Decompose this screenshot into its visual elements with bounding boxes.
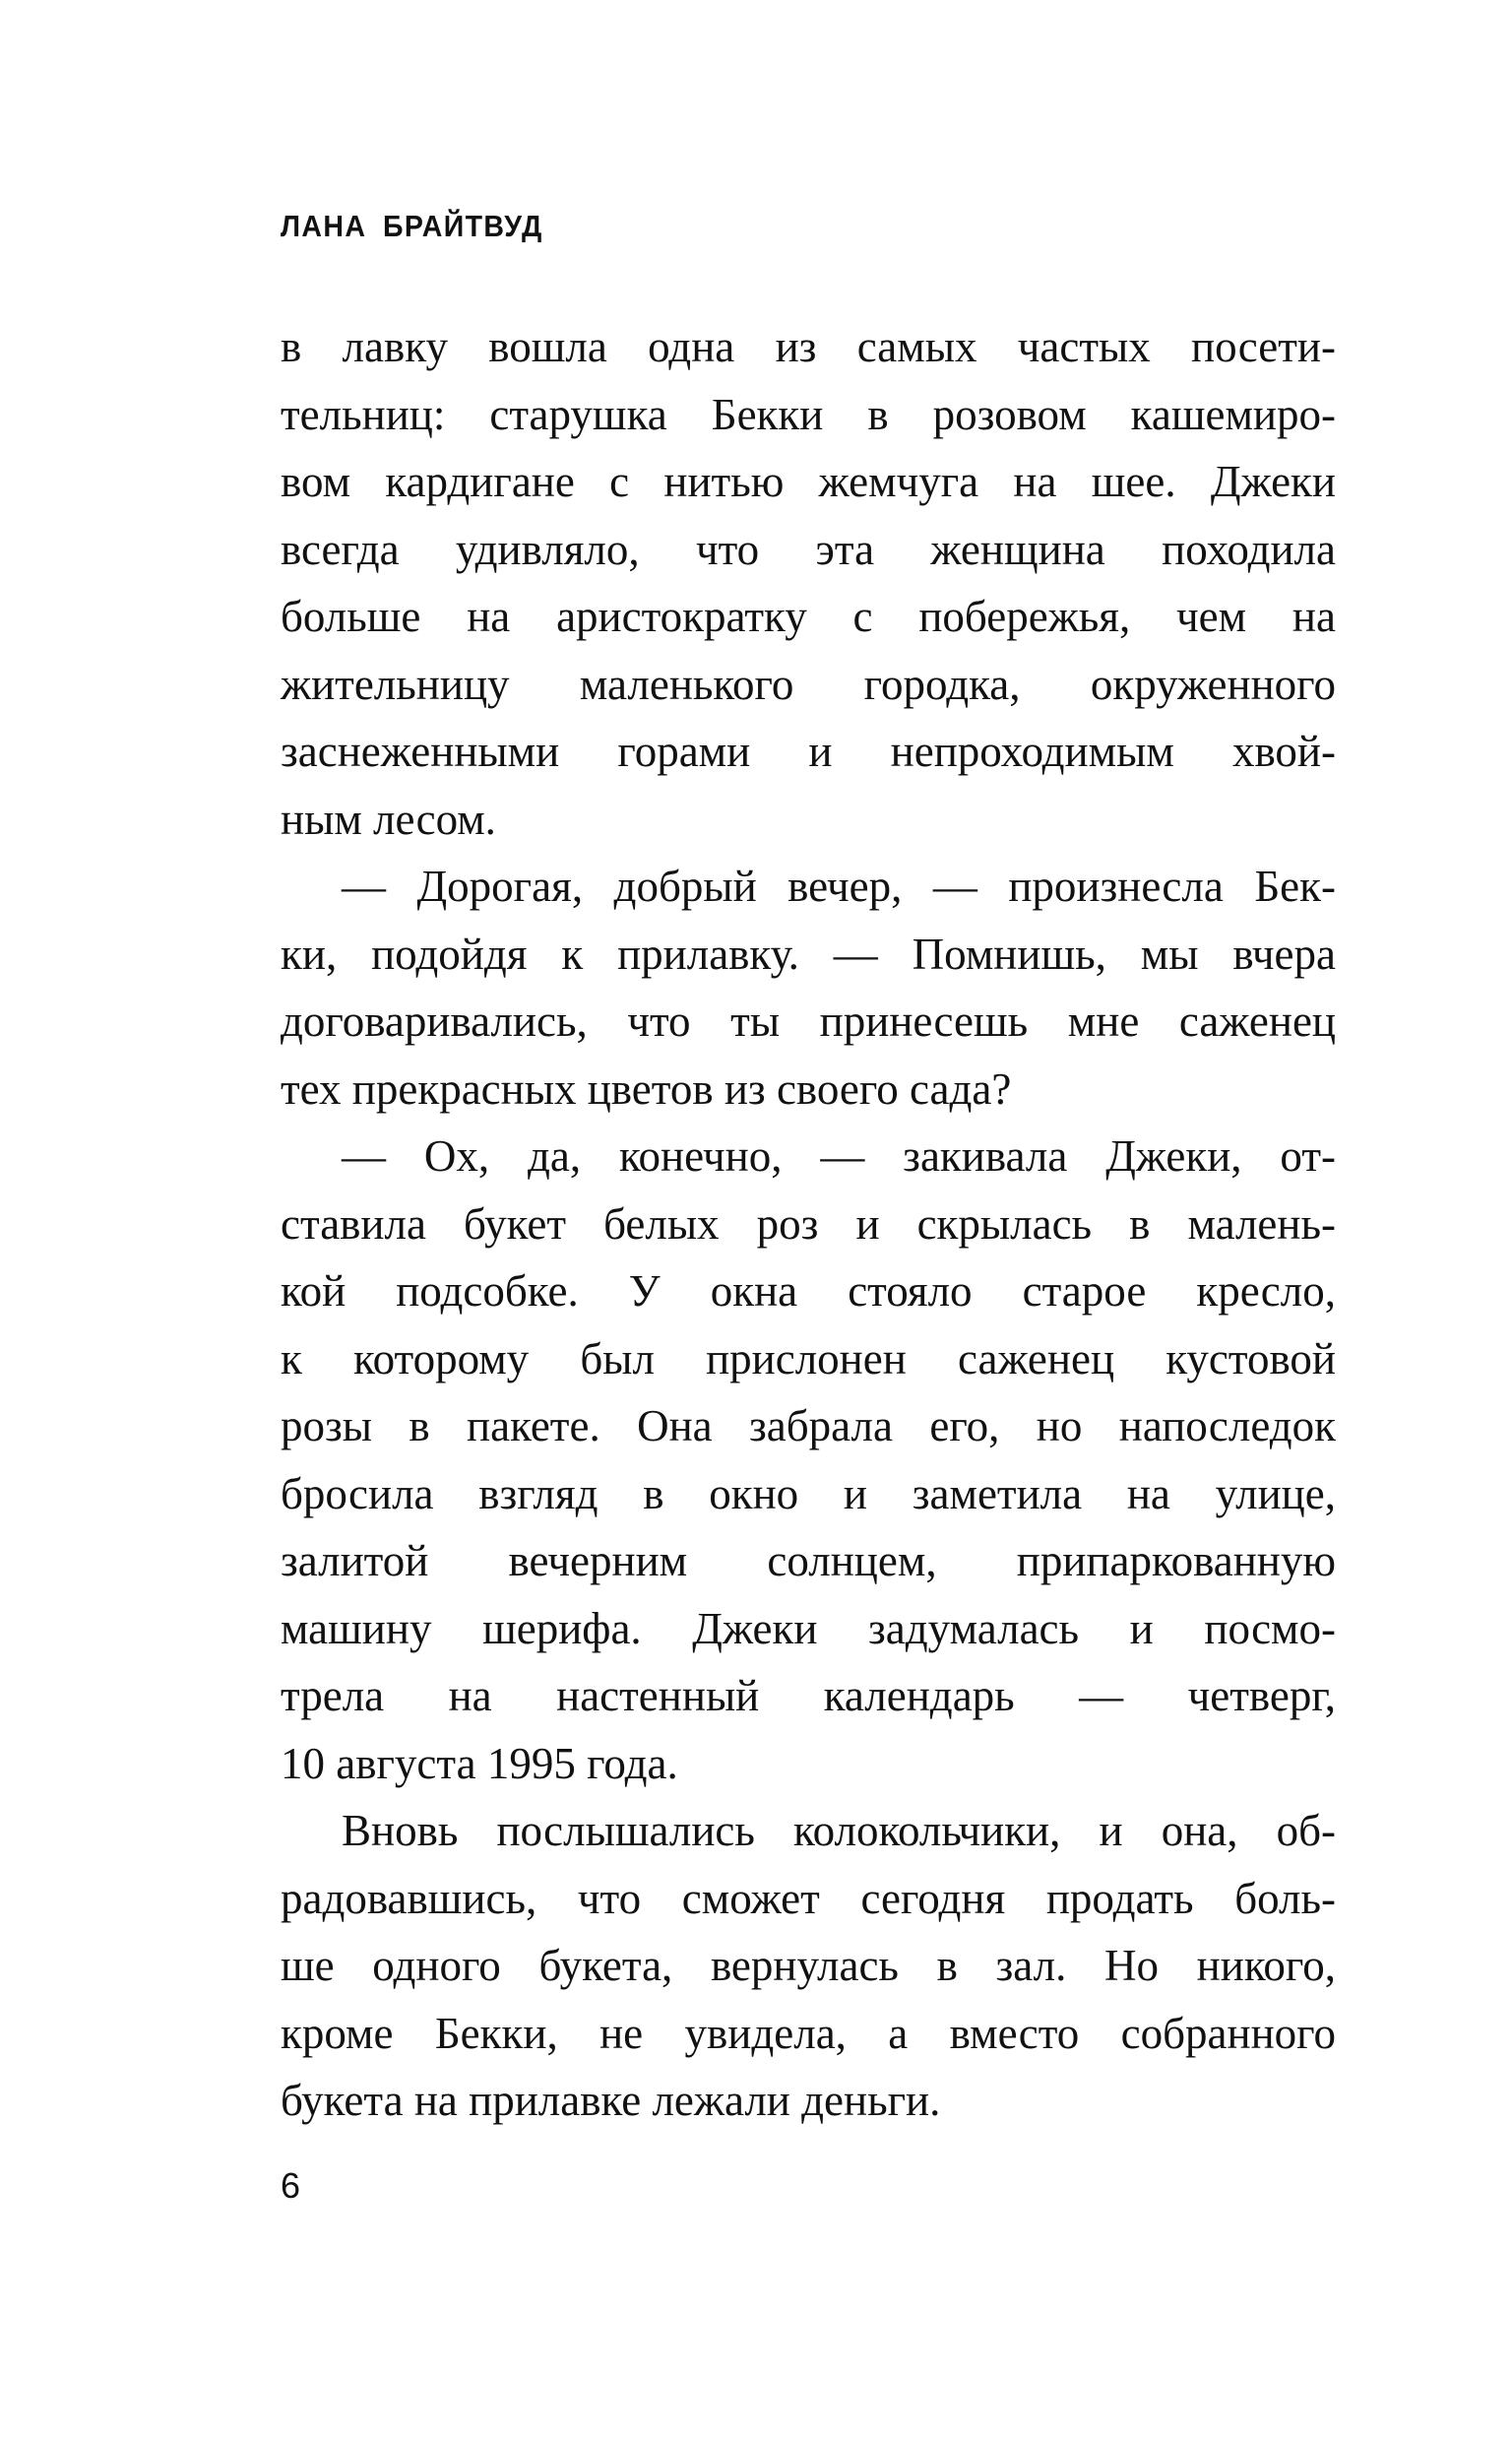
text-line: к которому был прислонен саженец кустовой xyxy=(281,1333,1336,1383)
page-number: 6 xyxy=(281,2165,301,2206)
text-line: залитой вечерним солнцем, припаркованную xyxy=(281,1536,1336,1585)
text-line: вом кардигане с нитью жемчуга на шее. Джеки xyxy=(281,457,1336,506)
text-line: договаривались, что ты принесешь мне саженец xyxy=(281,996,1336,1046)
text-line: ки, подойдя к прилавку. — Помнишь, мы вчера xyxy=(281,929,1336,979)
text-line: Вновь послышались колокольчики, и она, об- xyxy=(342,1806,1336,1855)
text-line: трела на настенный календарь — четверг, xyxy=(281,1671,1336,1720)
text-line: радовавшись, что сможет сегодня продать боль- xyxy=(281,1873,1336,1923)
text-line: машину шерифа. Джеки задумалась и посмо- xyxy=(281,1603,1336,1653)
text-line: — Дорогая, добрый вечер, — произнесла Бек- xyxy=(342,862,1336,911)
text-line: кроме Бекки, не увидела, а вместо собранного xyxy=(281,2008,1336,2058)
text-line: тех прекрасных цветов из своего сада? xyxy=(281,1063,1012,1114)
text-line: бросила взгляд в окно и заметила на улице, xyxy=(281,1468,1336,1518)
text-line: в лавку вошла одна из самых частых посети- xyxy=(281,322,1336,371)
text-line: ным лесом. xyxy=(281,794,496,844)
text-line: ше одного букета, вернулась в зал. Но никого, xyxy=(281,1941,1336,1990)
text-line: больше на аристократку с побережья, чем на xyxy=(281,592,1336,641)
text-line: кой подсобке. У окна стояло старое кресло, xyxy=(281,1266,1336,1316)
text-line: заснеженными горами и непроходимым хвой- xyxy=(281,727,1336,776)
text-line: букета на прилавке лежали деньги. xyxy=(281,2076,941,2125)
text-line: розы в пакете. Она забрала его, но напоследок xyxy=(281,1401,1336,1450)
text-line: всегда удивляло, что эта женщина походила xyxy=(281,524,1336,574)
text-line: — Ох, да, конечно, — закивала Джеки, от- xyxy=(342,1131,1336,1181)
running-head-author: ЛАНА БРАЙТВУД xyxy=(281,209,543,243)
body-text xyxy=(281,313,1336,2135)
text-line: ставила букет белых роз и скрылась в малень- xyxy=(281,1198,1336,1249)
text-line: тельниц: старушка Бекки в розовом кашемиро- xyxy=(281,389,1336,439)
text-line: жительницу маленького городка, окруженного xyxy=(281,659,1336,709)
text-line: 10 августа 1995 года. xyxy=(281,1738,678,1788)
